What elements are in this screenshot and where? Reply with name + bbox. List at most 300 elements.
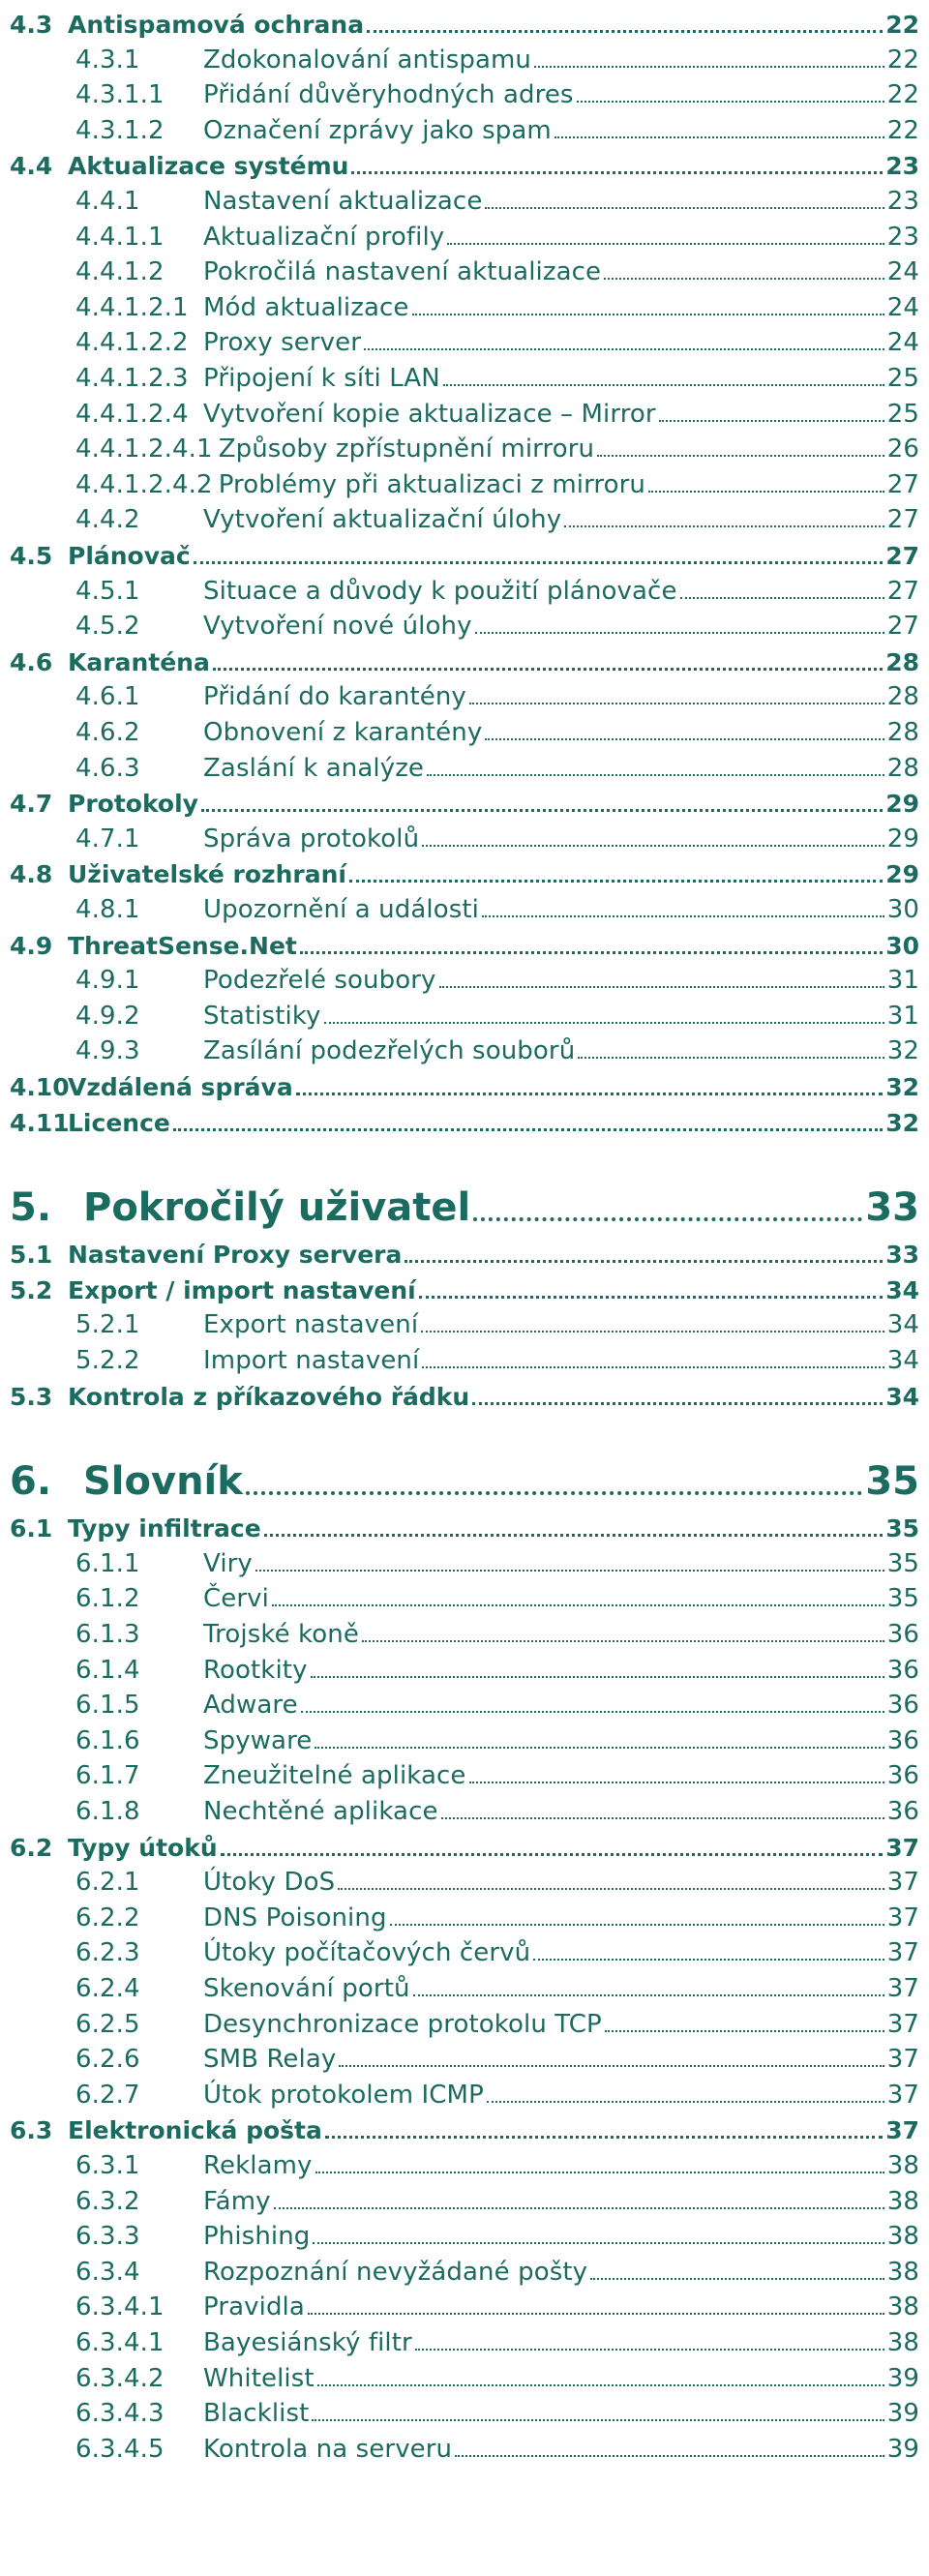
toc-section[interactable]	[10, 861, 919, 888]
toc-title: Situace a důvody k použití plánovače	[203, 576, 677, 606]
toc-page-number: 38	[886, 2151, 919, 2180]
dot-leader	[422, 845, 884, 847]
toc-title: Antispamová ochrana	[68, 11, 365, 39]
toc-section[interactable]	[10, 543, 919, 570]
dot-leader	[443, 384, 884, 386]
toc-section[interactable]	[10, 153, 919, 180]
toc-title: Správa protokolů	[203, 824, 420, 854]
toc-subsection[interactable]	[10, 47, 919, 75]
toc-number: 4.4.1.2.3	[75, 364, 189, 393]
toc-subsection[interactable]	[10, 2153, 919, 2180]
dot-leader	[447, 243, 884, 245]
toc-number: 4.9	[10, 931, 53, 960]
toc-section[interactable]	[10, 12, 919, 39]
toc-title: Problémy při aktualizaci z mirroru	[218, 469, 646, 499]
toc-subsection[interactable]	[10, 576, 919, 606]
toc-subsection[interactable]	[10, 614, 919, 641]
toc-title: Kontrola z příkazového řádku	[68, 1382, 470, 1411]
toc-number: 4.6	[10, 647, 53, 676]
toc-section[interactable]	[10, 1835, 919, 1862]
toc-number: 4.3.1.1	[75, 80, 165, 110]
toc-number: 6.1.3	[75, 1620, 140, 1649]
toc-title: Protokoly	[68, 790, 198, 819]
toc-page-number: 25	[886, 364, 919, 393]
toc-title: Typy infiltrace	[68, 1514, 261, 1543]
dot-leader	[364, 348, 884, 350]
toc-number: 4.6.1	[75, 682, 140, 712]
toc-number: 6.3	[10, 2116, 53, 2145]
toc-title: Bayesiánský filtr	[203, 2328, 412, 2357]
toc-title: Označení zprávy jako spam	[203, 115, 552, 145]
dot-leader	[317, 2384, 884, 2386]
toc-number: 4.9.2	[75, 1001, 140, 1031]
toc-number: 6.1	[10, 1514, 53, 1543]
toc-title: Pokročilá nastavení aktualizace	[203, 257, 602, 287]
toc-page-number: 37	[886, 1974, 919, 2003]
toc-page-number: 24	[886, 292, 919, 322]
toc-page-number: 38	[886, 2292, 919, 2322]
toc-title: Uživatelské rozhraní	[68, 860, 346, 889]
toc-title: Obnovení z karantény	[203, 718, 483, 747]
toc-number: 4.4.1.2.4.2	[75, 469, 213, 499]
toc-number: 4.4.1.2	[75, 257, 165, 287]
toc-number: 4.4.1.2.1	[75, 292, 189, 322]
toc-title: Nastavení aktualizace	[203, 187, 483, 216]
toc-page-number: 22	[886, 115, 919, 145]
toc-title: Licence	[68, 1108, 170, 1137]
toc-subsection[interactable]	[10, 1763, 919, 1790]
toc-page-number: 39	[886, 2363, 919, 2393]
toc-page-number: 34	[885, 1382, 919, 1411]
toc-title: Zasílání podezřelých souborů	[203, 1036, 576, 1066]
toc-title: Připojení k síti LAN	[203, 364, 440, 393]
toc-section[interactable]	[10, 1074, 919, 1101]
toc-section[interactable]	[10, 1277, 919, 1304]
toc-title: Export / import nastavení	[68, 1275, 416, 1304]
dot-leader	[246, 1491, 862, 1495]
toc-subsection[interactable]	[10, 684, 919, 711]
toc-title: Vytvoření aktualizační úlohy	[203, 505, 562, 535]
toc-number: 4.10	[10, 1073, 70, 1101]
toc-subsection[interactable]	[10, 2294, 919, 2321]
toc-page-number: 36	[886, 1691, 919, 1721]
toc-title: Způsoby zpřístupnění mirroru	[218, 434, 595, 464]
toc-subsection[interactable]	[10, 469, 919, 499]
toc-section[interactable]	[10, 649, 919, 676]
toc-section[interactable]	[10, 791, 919, 818]
toc-page-number: 25	[886, 399, 919, 429]
toc-page-number: 34	[886, 1310, 919, 1340]
toc-title: Vytvoření nové úlohy	[203, 612, 472, 642]
dot-leader	[221, 1853, 884, 1856]
toc-subsection[interactable]	[10, 1548, 919, 1578]
toc-subsection[interactable]	[10, 366, 919, 393]
toc-page-number: 30	[885, 931, 919, 960]
toc-subsection[interactable]	[10, 2009, 919, 2039]
toc-number: 5.3	[10, 1382, 53, 1411]
toc-subsection[interactable]	[10, 2257, 919, 2287]
toc-number: 5.2	[10, 1275, 53, 1304]
toc-title: Viry	[203, 1548, 253, 1578]
dot-leader	[413, 1994, 884, 1996]
toc-page-number: 35	[885, 1514, 919, 1543]
toc-title: DNS Poisoning	[203, 1902, 387, 1932]
toc-chapter[interactable]	[10, 1182, 919, 1230]
toc-title: Červi	[203, 1584, 269, 1614]
toc-subsection[interactable]	[10, 1940, 919, 1967]
dot-leader	[324, 1022, 884, 1024]
toc-title: Zaslání k analýze	[203, 753, 425, 783]
toc-title: Adware	[203, 1691, 298, 1721]
dot-leader	[173, 1128, 883, 1131]
toc-subsection[interactable]	[10, 1725, 919, 1755]
toc-subsection[interactable]	[10, 189, 919, 216]
toc-number: 6.3.4.3	[75, 2399, 165, 2429]
dot-leader	[351, 171, 883, 174]
toc-subsection[interactable]	[10, 1870, 919, 1897]
toc-title: Fámy	[203, 2186, 271, 2216]
toc-page-number: 24	[886, 257, 919, 287]
dot-leader	[590, 2278, 884, 2280]
dot-leader	[194, 561, 883, 564]
dot-leader	[469, 703, 884, 704]
toc-page-number: 36	[886, 1725, 919, 1755]
toc-page-number: 26	[886, 434, 919, 464]
toc-number: 6.1.8	[75, 1797, 140, 1826]
dot-leader	[349, 880, 883, 883]
dot-leader	[415, 2349, 884, 2351]
toc-page-number: 37	[885, 1833, 919, 1862]
toc-subsection[interactable]	[10, 292, 919, 322]
toc-title: Zdokonalování antispamu	[203, 45, 532, 75]
toc-title: Statistiky	[203, 1001, 321, 1031]
toc-subsection[interactable]	[10, 259, 919, 286]
toc-page-number: 28	[886, 753, 919, 783]
toc-subsection[interactable]	[10, 2047, 919, 2074]
toc-page-number: 32	[886, 1036, 919, 1066]
dot-leader	[485, 207, 884, 209]
toc-page-number: 24	[886, 328, 919, 358]
toc-subsection[interactable]	[10, 2330, 919, 2357]
toc-number: 6.2.3	[75, 1938, 140, 1968]
toc-title: Plánovač	[68, 542, 191, 570]
dot-leader	[427, 774, 884, 776]
dot-leader	[301, 1711, 884, 1713]
dot-leader	[659, 420, 884, 422]
dot-leader	[578, 1057, 884, 1059]
toc-page-number: 29	[885, 790, 919, 819]
toc-page-number: 31	[886, 1001, 919, 1031]
toc-number: 6.3.4.1	[75, 2328, 165, 2357]
dot-leader	[441, 1817, 884, 1819]
toc-title: Přidání do karantény	[203, 682, 466, 712]
toc-subsection[interactable]	[10, 2224, 919, 2251]
toc-page-number: 34	[885, 1275, 919, 1304]
toc-title: Spyware	[203, 1725, 313, 1755]
toc-subsection[interactable]	[10, 2186, 919, 2216]
dot-leader	[308, 2313, 884, 2315]
toc-number: 6.3.1	[75, 2151, 140, 2180]
toc-title: Karanténa	[68, 647, 210, 676]
toc-title: Proxy server	[203, 328, 361, 358]
toc-subsection[interactable]	[10, 115, 919, 145]
dot-leader	[315, 2172, 884, 2173]
toc-number: 4.5.2	[75, 612, 140, 642]
toc-section[interactable]	[10, 933, 919, 960]
toc-subsection[interactable]	[10, 330, 919, 357]
toc-title: Trojské koně	[203, 1620, 359, 1649]
dot-leader	[390, 1924, 884, 1926]
toc-number: 4.4.1.2.4	[75, 399, 189, 429]
toc-subsection[interactable]	[10, 1348, 919, 1375]
toc-title: Export nastavení	[203, 1310, 419, 1340]
dot-leader	[533, 1959, 884, 1961]
toc-subsection[interactable]	[10, 436, 919, 464]
toc-number: 5.2.2	[75, 1346, 140, 1375]
toc-number: 6.2.1	[75, 1868, 140, 1898]
toc-subsection[interactable]	[10, 1976, 919, 2003]
toc-subsection[interactable]	[10, 753, 919, 783]
toc-number: 6.3.4.2	[75, 2363, 165, 2393]
toc-title: Desynchronizace protokolu TCP	[203, 2009, 602, 2039]
toc-number: 6.3.4.5	[75, 2434, 165, 2464]
toc-number: 4.4.1.2.4.1	[75, 434, 213, 464]
dot-leader	[680, 597, 884, 599]
dot-leader	[422, 1366, 884, 1368]
toc-page-number: 36	[886, 1797, 919, 1826]
dot-leader	[296, 1093, 884, 1095]
dot-leader	[405, 1260, 883, 1263]
dot-leader	[274, 2207, 884, 2209]
toc-subsection[interactable]	[10, 1655, 919, 1685]
toc-title: ThreatSense.Net	[68, 931, 297, 960]
toc-number: 4.3.1	[75, 45, 140, 75]
toc-number: 6.1.5	[75, 1691, 140, 1721]
toc-title: Aktualizační profily	[203, 222, 445, 252]
toc-subsection[interactable]	[10, 2401, 919, 2428]
toc-subsection[interactable]	[10, 2363, 919, 2393]
toc-page-number: 30	[886, 895, 919, 924]
toc-number: 6.2.7	[75, 2080, 140, 2110]
toc-page-number: 37	[886, 1902, 919, 1932]
toc-number: 4.8.1	[75, 895, 140, 924]
toc-page-number: 35	[886, 1584, 919, 1614]
dot-leader	[577, 101, 884, 103]
dot-leader	[554, 136, 884, 138]
toc-title: Zneužitelné aplikace	[203, 1761, 466, 1791]
toc-number: 5.1	[10, 1241, 53, 1270]
toc-page-number: 32	[885, 1073, 919, 1101]
dot-leader	[605, 2030, 884, 2032]
toc-subsection[interactable]	[10, 1799, 919, 1826]
dot-leader	[564, 525, 884, 527]
dot-leader	[255, 1570, 884, 1572]
dot-leader	[475, 632, 884, 634]
toc-page-number: 23	[886, 222, 919, 252]
dot-leader	[367, 30, 883, 33]
toc-number: 6.1.4	[75, 1655, 140, 1685]
toc-section[interactable]	[10, 1515, 919, 1543]
toc-number: 4.6.2	[75, 718, 140, 747]
toc-title: Aktualizace systému	[68, 152, 349, 181]
toc-page-number: 38	[886, 2257, 919, 2287]
toc-title: Pravidla	[203, 2292, 305, 2322]
toc-number: 6.2.5	[75, 2009, 140, 2039]
toc-number: 6.3.4	[75, 2257, 140, 2287]
toc-page-number: 38	[886, 2328, 919, 2357]
toc-number: 6.3.4.1	[75, 2292, 165, 2322]
dot-leader	[311, 1676, 884, 1678]
toc-section[interactable]	[10, 1110, 919, 1137]
dot-leader	[313, 2242, 884, 2244]
toc-page-number: 29	[885, 860, 919, 889]
toc-number: 4.11	[10, 1108, 70, 1137]
dot-leader	[604, 278, 884, 280]
dot-leader	[473, 1217, 862, 1221]
dot-leader	[534, 66, 884, 68]
toc-subsection[interactable]	[10, 1312, 919, 1339]
dot-leader	[482, 915, 884, 917]
toc-page-number: 35	[865, 1459, 919, 1505]
toc-subsection[interactable]	[10, 826, 919, 854]
toc-page-number: 38	[886, 2222, 919, 2252]
toc-subsection[interactable]	[10, 82, 919, 109]
toc-number: 4.3.1.2	[75, 115, 165, 145]
toc-page-number: 39	[886, 2434, 919, 2464]
toc-page-number: 37	[885, 2116, 919, 2145]
toc-page-number: 35	[886, 1548, 919, 1578]
toc-number: 6.2	[10, 1833, 53, 1862]
toc-section[interactable]	[10, 1384, 919, 1411]
toc-page-number: 36	[886, 1620, 919, 1649]
dot-leader	[455, 2455, 884, 2457]
dot-leader	[472, 1402, 883, 1405]
toc-number: 6.2.2	[75, 1902, 140, 1932]
toc-page-number: 33	[865, 1185, 919, 1231]
toc-number: 4.7	[10, 790, 53, 819]
toc-page-number: 31	[886, 966, 919, 996]
toc-subsection[interactable]	[10, 1038, 919, 1065]
toc-section[interactable]	[10, 2117, 919, 2144]
toc-subsection[interactable]	[10, 1586, 919, 1613]
toc-subsection[interactable]	[10, 1902, 919, 1932]
toc-subsection[interactable]	[10, 399, 919, 429]
toc-number: 5.	[10, 1185, 52, 1231]
toc-subsection[interactable]	[10, 968, 919, 995]
toc-title: Podezřelé soubory	[203, 966, 436, 996]
toc-number: 4.4.1.2.2	[75, 328, 189, 358]
toc-number: 6.2.6	[75, 2045, 140, 2075]
toc-page-number: 22	[886, 45, 919, 75]
toc-subsection[interactable]	[10, 222, 919, 252]
toc-page-number: 36	[886, 1655, 919, 1685]
toc-page-number: 27	[885, 542, 919, 570]
toc-title: Pokročilý uživatel	[83, 1185, 471, 1231]
toc-title: Rootkity	[203, 1655, 308, 1685]
toc-page-number: 38	[886, 2186, 919, 2216]
toc-number: 4.6.3	[75, 753, 140, 783]
toc-title: Slovník	[83, 1459, 243, 1505]
dot-leader	[315, 1747, 884, 1749]
toc-number: 4.5.1	[75, 576, 140, 606]
toc-page-number: 37	[886, 2009, 919, 2039]
toc-page-number: 27	[886, 612, 919, 642]
toc-subsection[interactable]	[10, 507, 919, 534]
toc-title: Útoky DoS	[203, 1868, 336, 1898]
toc-number: 4.9.3	[75, 1036, 140, 1066]
toc-title: Kontrola na serveru	[203, 2434, 453, 2464]
toc-page-number: 37	[886, 1868, 919, 1898]
dot-leader	[469, 1782, 884, 1783]
toc-section[interactable]	[10, 1242, 919, 1269]
toc-subsection[interactable]	[10, 1692, 919, 1720]
dot-leader	[419, 1296, 883, 1299]
toc-subsection[interactable]	[10, 897, 919, 924]
dot-leader	[439, 986, 884, 988]
toc-page-number: 33	[885, 1241, 919, 1270]
toc-title: Phishing	[203, 2222, 311, 2252]
toc-number: 4.4	[10, 152, 53, 181]
toc-subsection[interactable]	[10, 2434, 919, 2464]
toc-page-number: 34	[886, 1346, 919, 1375]
toc-page-number: 28	[886, 718, 919, 747]
toc-title: Whitelist	[203, 2363, 315, 2393]
dot-leader	[312, 2419, 884, 2421]
toc-title: Přidání důvěryhodných adres	[203, 80, 574, 110]
toc-title: Elektronická pošta	[68, 2116, 322, 2145]
toc-number: 6.1.6	[75, 1725, 140, 1755]
toc-page-number: 32	[885, 1108, 919, 1137]
toc-title: Nechtěné aplikace	[203, 1797, 438, 1826]
toc-title: Typy útoků	[68, 1833, 218, 1862]
toc-chapter[interactable]	[10, 1455, 919, 1504]
toc-page-number: 29	[886, 824, 919, 854]
toc-page-number: 23	[886, 187, 919, 216]
toc-subsection[interactable]	[10, 720, 919, 747]
toc-number: 6.2.4	[75, 1974, 140, 2003]
toc-title: Import nastavení	[203, 1346, 420, 1375]
toc-title: SMB Relay	[203, 2045, 337, 2075]
dot-leader	[412, 314, 884, 315]
toc-page-number: 39	[886, 2399, 919, 2429]
dot-leader	[201, 809, 883, 812]
toc-title: Mód aktualizace	[203, 292, 409, 322]
toc-title: Rozpoznání nevyžádané pošty	[203, 2257, 588, 2287]
dot-leader	[485, 738, 884, 740]
toc-page-number: 27	[886, 469, 919, 499]
toc-title: Vzdálená správa	[68, 1073, 293, 1101]
toc-title: Vytvoření kopie aktualizace – Mirror	[203, 399, 656, 429]
dot-leader	[338, 1888, 884, 1890]
dot-leader	[487, 2101, 884, 2103]
toc-number: 5.2.1	[75, 1310, 140, 1340]
toc-number: 6.1.1	[75, 1548, 140, 1578]
toc-subsection[interactable]	[10, 1003, 919, 1031]
dot-leader	[213, 668, 883, 671]
toc-title: Reklamy	[203, 2151, 313, 2180]
dot-leader	[325, 2136, 883, 2139]
toc-subsection[interactable]	[10, 2082, 919, 2110]
toc-page-number: 28	[886, 682, 919, 712]
dot-leader	[272, 1604, 884, 1606]
dot-leader	[421, 1331, 884, 1333]
dot-leader	[648, 491, 884, 493]
toc-number: 4.8	[10, 860, 53, 889]
dot-leader	[597, 455, 884, 457]
toc-number: 4.5	[10, 542, 53, 570]
toc-subsection[interactable]	[10, 1622, 919, 1649]
toc-page-number: 22	[886, 80, 919, 110]
